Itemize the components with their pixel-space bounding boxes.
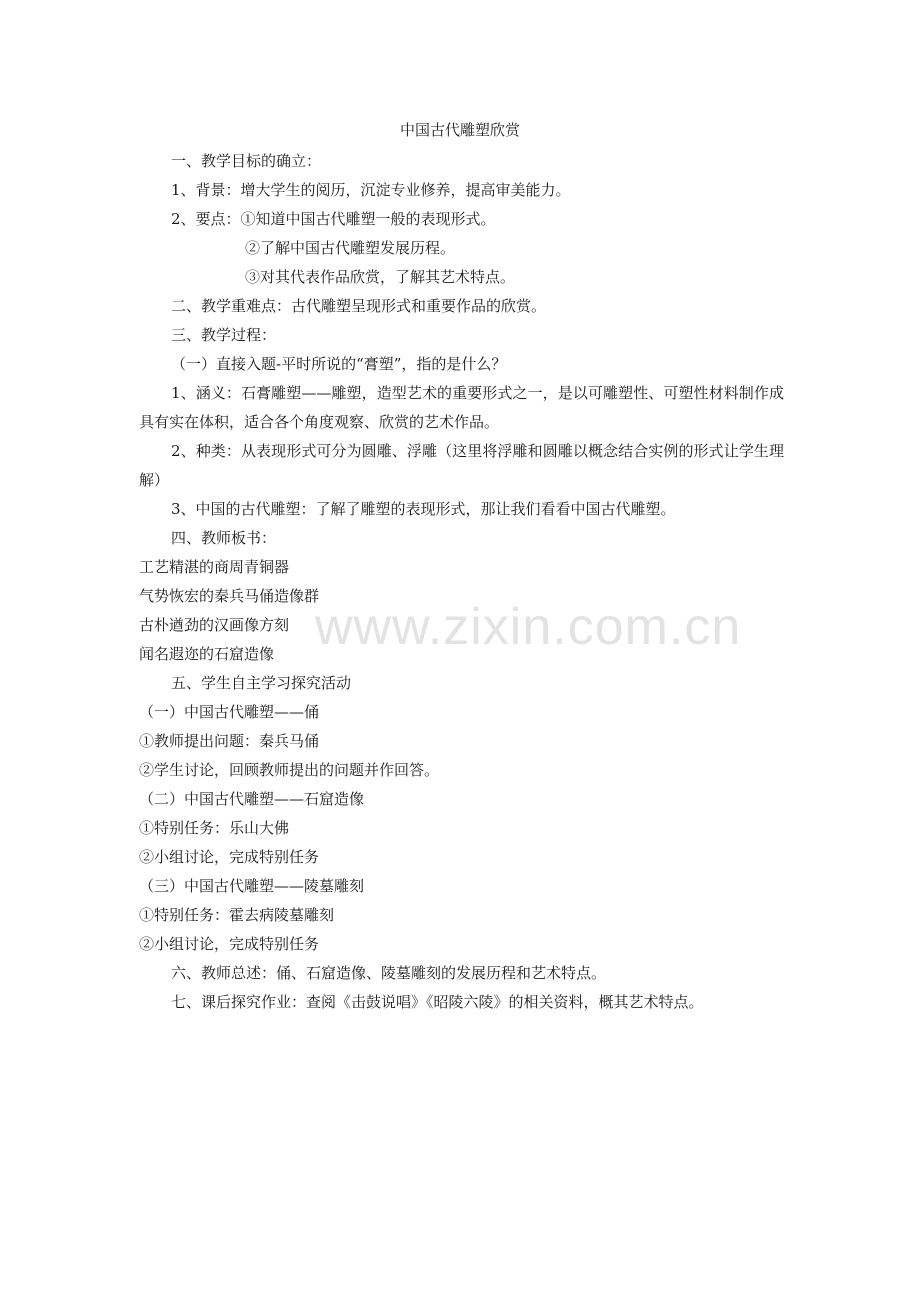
list-item: 工艺精湛的商周青铜器 bbox=[139, 558, 290, 576]
list-item: 气势恢宏的秦兵马俑造像群 bbox=[139, 587, 320, 605]
paragraph: ②了解中国古代雕塑发展历程。 bbox=[245, 239, 456, 257]
section-heading: 七、课后探究作业：查阅《击鼓说唱》《昭陵六陵》的相关资料，概其艺术特点。 bbox=[171, 993, 704, 1011]
list-item: ①教师提出问题：秦兵马俑 bbox=[139, 732, 320, 750]
watermark: www.zixin.com.cn bbox=[315, 598, 742, 656]
list-item: ②学生讨论，回顾教师提出的问题并作回答。 bbox=[139, 761, 440, 779]
list-item: ①特别任务：乐山大佛 bbox=[139, 819, 290, 837]
subsection-heading: （二）中国古代雕塑——石窟造像 bbox=[139, 790, 365, 808]
subsection-heading: （一）直接入题-平时所说的“膏塑”，指的是什么？ bbox=[171, 355, 507, 373]
section-heading: 四、教师板书： bbox=[171, 529, 277, 547]
section-heading: 二、教学重难点：古代雕塑呈现形式和重要作品的欣赏。 bbox=[171, 297, 547, 315]
paragraph: 2、要点：①知道中国古代雕塑一般的表现形式。 bbox=[171, 210, 496, 228]
subsection-heading: （一）中国古代雕塑——俑 bbox=[139, 703, 320, 721]
paragraph: 3、中国的古代雕塑：了解了雕塑的表现形式，那让我们看看中国古代雕塑。 bbox=[171, 500, 676, 518]
paragraph: 2、种类：从表现形式可分为圆雕、浮雕（这里将浮雕和圆雕以概念结合实例的形式让学生理解） bbox=[139, 442, 784, 489]
paragraph: 1、背景：增大学生的阅历，沉淀专业修养，提高审美能力。 bbox=[171, 181, 571, 199]
document-title: 中国古代雕塑欣赏 bbox=[399, 121, 520, 139]
section-heading: 五、学生自主学习探究活动 bbox=[171, 674, 352, 692]
list-item: ②小组讨论，完成特别任务 bbox=[139, 848, 320, 866]
paragraph: 1、涵义：石膏雕塑——雕塑，造型艺术的重要形式之一，是以可雕塑性、可塑性材料制作成具有实在体积，适合各个角度观察、欣赏的艺术作品。 bbox=[139, 384, 784, 431]
section-heading: 三、教学过程： bbox=[171, 326, 277, 344]
subsection-heading: （三）中国古代雕塑——陵墓雕刻 bbox=[139, 877, 365, 895]
list-item: ②小组讨论，完成特别任务 bbox=[139, 935, 320, 953]
document-body bbox=[139, 147, 784, 1017]
list-item: ①特别任务：霍去病陵墓雕刻 bbox=[139, 906, 335, 924]
section-heading: 一、教学目标的确立： bbox=[171, 152, 322, 170]
paragraph: ③对其代表作品欣赏，了解其艺术特点。 bbox=[245, 268, 516, 286]
list-item: 闻名遐迩的石窟造像 bbox=[139, 645, 275, 663]
list-item: 古朴遒劲的汉画像方刻 bbox=[139, 616, 290, 634]
section-heading: 六、教师总述：俑、石窟造像、陵墓雕刻的发展历程和艺术特点。 bbox=[171, 964, 607, 982]
